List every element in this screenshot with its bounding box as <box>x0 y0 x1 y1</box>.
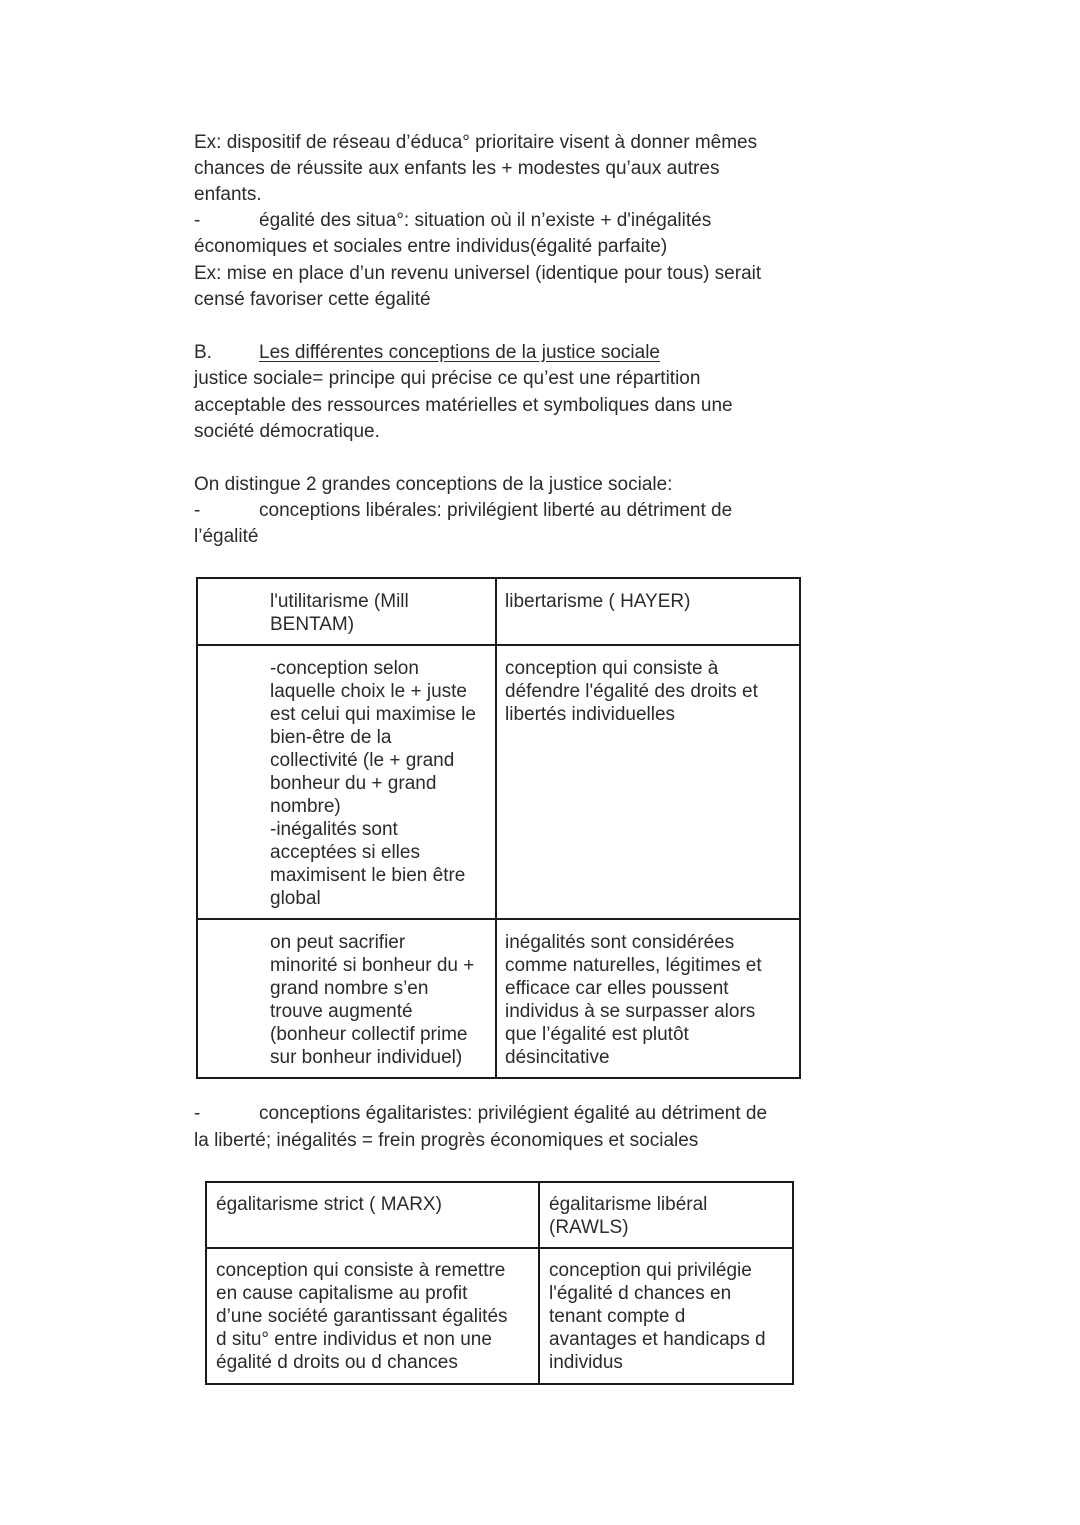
cell-line: trouve augmenté <box>270 1001 413 1022</box>
cell-line: collectivité (le + grand <box>270 750 455 771</box>
table-cell <box>197 919 496 1078</box>
cell-line: comme naturelles, légitimes et <box>505 955 762 976</box>
example-line: Ex: dispositif de réseau d’éduca° prioritaire visent à donner mêmes <box>194 132 758 153</box>
bullet-text: l’égalité <box>194 526 259 547</box>
example-line: enfants. <box>194 184 262 205</box>
bullet-dash: - <box>194 500 201 521</box>
cell-line: grand nombre s’en <box>270 978 429 999</box>
cell-line: libertarisme ( HAYER) <box>505 591 691 612</box>
bullet-text: la liberté; inégalités = frein progrès économiques et sociales <box>194 1130 699 1151</box>
table-header-row <box>197 578 800 645</box>
cell-line: (RAWLS) <box>549 1217 629 1238</box>
cell-line: libertés individuelles <box>505 704 676 725</box>
cell-line: nombre) <box>270 796 341 817</box>
cell-line: sur bonheur individuel) <box>270 1047 463 1068</box>
cell-line: -conception selon <box>270 658 419 679</box>
cell-line: conception qui consiste à remettre <box>216 1260 506 1281</box>
table-cell <box>206 1248 539 1384</box>
bullet-text: conceptions égalitaristes: privilégient égalité au détriment de <box>259 1103 768 1124</box>
example-line: chances de réussite aux enfants les + modestes qu’aux autres <box>194 158 720 179</box>
cell-line: d’une société garantissant égalités <box>216 1306 508 1327</box>
cell-line: (bonheur collectif prime <box>270 1024 468 1045</box>
cell-line: individus <box>549 1352 623 1373</box>
cell-line: inégalités sont considérées <box>505 932 735 953</box>
cell-line: tenant compte d <box>549 1306 686 1327</box>
table-cell <box>496 919 800 1078</box>
definition-line: acceptable des ressources matérielles et symboliques dans une <box>194 395 733 416</box>
table-header-cell <box>539 1182 793 1248</box>
cell-line: acceptées si elles <box>270 842 420 863</box>
example-line: censé favoriser cette égalité <box>194 289 431 310</box>
example-line: Ex: mise en place d’un revenu universel (identique pour tous) serait <box>194 263 762 284</box>
cell-line: l'égalité d chances en <box>549 1283 732 1304</box>
table-cell <box>539 1248 793 1384</box>
table-header-row <box>206 1182 793 1248</box>
cell-line: on peut sacrifier <box>270 932 406 953</box>
cell-line: que l’égalité est plutôt <box>505 1024 689 1045</box>
egalitarian-conceptions-table <box>205 1181 794 1385</box>
table-cell <box>496 645 800 919</box>
section-letter: B. <box>194 342 212 363</box>
cell-line: désincitative <box>505 1047 610 1068</box>
bullet-dash: - <box>194 1103 201 1124</box>
cell-line: l'utilitarisme (Mill <box>270 591 409 612</box>
bullet-dash: - <box>194 210 201 231</box>
cell-line: conception qui privilégie <box>549 1260 752 1281</box>
cell-line: BENTAM) <box>270 614 355 635</box>
section-title: Les différentes conceptions de la justice sociale <box>259 342 661 363</box>
cell-line: égalitarisme strict ( MARX) <box>216 1194 442 1215</box>
definition-line: économiques et sociales entre individus(égalité parfaite) <box>194 236 668 257</box>
table-header-cell <box>206 1182 539 1248</box>
cell-line: maximisent le bien être <box>270 865 466 886</box>
table-row <box>197 645 800 919</box>
cell-line: avantages et handicaps d <box>549 1329 766 1350</box>
definition-line: justice sociale= principe qui précise ce qu’est une répartition <box>194 368 701 389</box>
cell-line: minorité si bonheur du + <box>270 955 475 976</box>
bullet-text: conceptions libérales: privilégient liberté au détriment de <box>259 500 733 521</box>
cell-line: défendre l'égalité des droits et <box>505 681 758 702</box>
cell-line: en cause capitalisme au profit <box>216 1283 468 1304</box>
table-row <box>197 919 800 1078</box>
cell-line: d situ° entre individus et non une <box>216 1329 492 1350</box>
cell-line: bonheur du + grand <box>270 773 437 794</box>
definition-line: société démocratique. <box>194 421 380 442</box>
definition-line: égalité des situa°: situation où il n’existe + d'inégalités <box>259 210 712 231</box>
cell-line: laquelle choix le + juste <box>270 681 467 702</box>
table-header-cell <box>496 578 800 645</box>
liberal-conceptions-table <box>196 577 801 1079</box>
cell-line: efficace car elles poussent <box>505 978 729 999</box>
cell-line: égalité d droits ou d chances <box>216 1352 458 1373</box>
table-row <box>206 1248 793 1384</box>
table-header-cell <box>197 578 496 645</box>
cell-line: global <box>270 888 321 909</box>
cell-line: -inégalités sont <box>270 819 398 840</box>
intro-sentence: On distingue 2 grandes conceptions de la justice sociale: <box>194 474 673 495</box>
cell-line: bien-être de la <box>270 727 392 748</box>
cell-line: égalitarisme libéral <box>549 1194 708 1215</box>
cell-line: individus à se surpasser alors <box>505 1001 756 1022</box>
cell-line: conception qui consiste à <box>505 658 719 679</box>
table-cell <box>197 645 496 919</box>
cell-line: est celui qui maximise le <box>270 704 476 725</box>
